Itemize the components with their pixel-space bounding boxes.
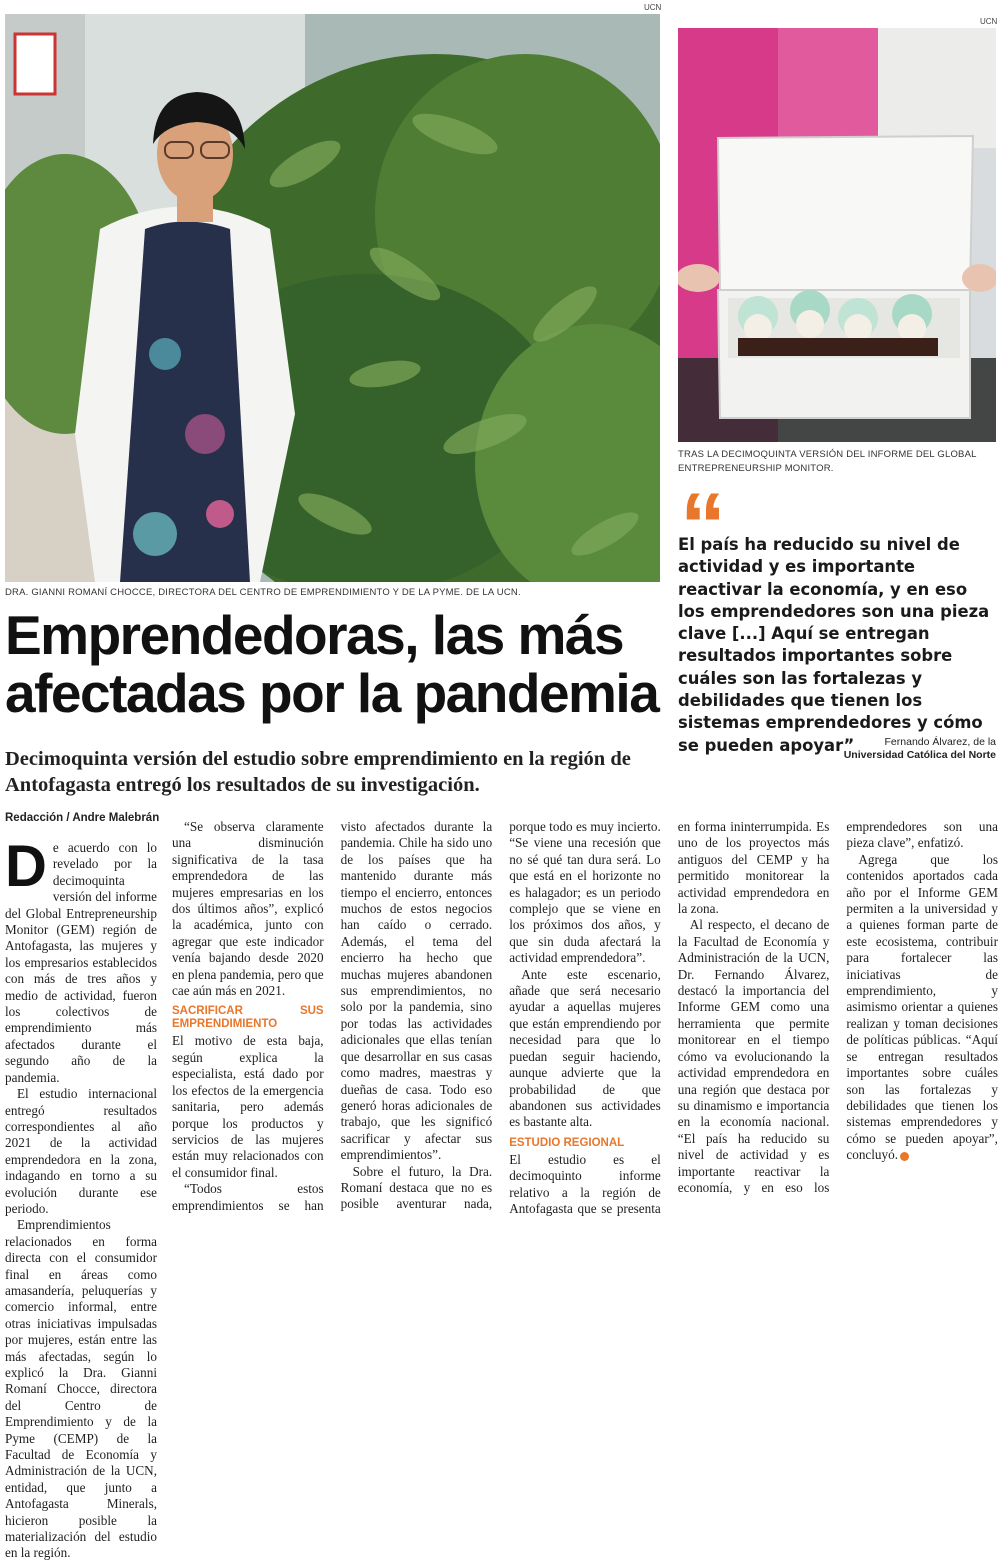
- photo-credit-right: UCN: [980, 17, 998, 26]
- portrait-photo: [5, 14, 660, 582]
- article-columns-2-6: [172, 819, 998, 1219]
- deck-line2: Antofagasta entregó los resultados de su investigación.: [5, 774, 480, 796]
- pull-quote: El país ha reducido su nivel de actividad y es importante reactivar la economía, y en eso los emprendedores son una pieza clave [...] Aquí se entregan resultados importantes sobre cuáles son las fortalezas y debilidades que tienen los sistemas emprendedores y cómo se pueden apoyar”: [678, 535, 990, 755]
- deck: [5, 746, 665, 798]
- headline: [5, 606, 665, 722]
- article-paragraph: Ante este escenario, añade que será necesario ayudar a aquellas mujeres que están emprendiendo por necesidad para que lo puedan seguir haciendo, aunque advierte que la probabilidad de que abandonen sus actividades es bastante alta.: [509, 966, 661, 1130]
- article-paragraph: Al respecto, el decano de la Facultad de Economía y Administración de la UCN, Dr. Fernando Álvarez, destacó la importancia del Informe GEM como una herramienta que permite monitorear en el tiempo cómo va evolucionando la actividad emprendedora en una región que destaca por su dinamismo e importancia en la economía nacional. “El país ha reducido su nivel de actividad y es importante reactivar la economía, y en eso los emprendedores son una pieza clave”, enfatizó.: [677, 819, 998, 1195]
- cupcake-illustration: [678, 28, 996, 442]
- photo-credit-left: UCN: [644, 3, 662, 12]
- cupcake-box-photo: [678, 28, 996, 442]
- quote-author-name: Fernando Álvarez, de la: [884, 736, 996, 748]
- article-paragraph: De acuerdo con lo revelado por la decimoquinta versión del informe del Global Entrepreneurship Monitor (GEM) región de Antofagasta, las mujeres y los empresarios establecidos con más de tres años y medio de actividad, fueron los colectivos de emprendimiento más afectados durante el segundo año de la pandemia.: [5, 834, 157, 1085]
- photo-right-caption-line1: TRAS LA DECIMOQUINTA VERSIÓN DEL INFORME DEL GLOBAL: [678, 449, 977, 460]
- quote-author-affiliation: Universidad Católica del Norte: [843, 749, 996, 761]
- photo-right-caption-line2: ENTREPRENEURSHIP MONITOR.: [678, 463, 834, 474]
- article-paragraph: El estudio es el decimoquinto informe relativo a la región de Antofagasta que se presenta en forma ininterrumpida. Es uno de los proyectos más antiguos del CEMP y ha permitido monitorear la actividad emprendedora en la zona.: [509, 819, 830, 1216]
- article-paragraph: “Se observa claramente una disminución significativa de la tasa emprendedora de las mujeres empresarias en los dos últimos años”, explicó la académica, junto con agregar que este indicador venía bajando desde 2020 en plena pandemia, pero que cae aún más en 2021.: [172, 819, 324, 999]
- quote-author: [790, 736, 996, 762]
- drop-cap: D: [5, 834, 47, 899]
- subheading-estudio-regional: ESTUDIO REGIONAL: [509, 1136, 625, 1149]
- article-column-1: [5, 834, 157, 1562]
- article-paragraph: Agrega que los contenidos aportados cada año por el Informe GEM permiten a la universidad y a quienes forman parte de este ecosistema, contribuir para fortalecer las iniciativas de emprendimiento, y asimismo orientar a quienes realizan y toman decisiones de políticas públicas. “Aquí se entregan resultados importantes sobre cuáles son las fortalezas y debilidades que tienen los sistemas emprendedores y cómo se pueden apoyar”, concluyó.: [846, 851, 998, 1163]
- end-mark-icon: [900, 1152, 909, 1161]
- article-paragraph: Emprendimientos relacionados en forma directa con el consumidor final en áreas como amasandería, peluquerías y comercio informal, entre otras iniciativas impulsadas por mujeres, están entre las más afectadas, según lo explicó la Dra. Gianni Romaní Chocce, directora del Centro de Emprendimiento y de la Pyme (CEMP) de la Facultad de Economía y Administración de la UCN, entidad, que junto a Antofagasta Minerals, hicieron posible la materialización del estudio en la región.: [5, 1217, 157, 1561]
- photo-left-caption: DRA. GIANNI ROMANÍ CHOCCE, DIRECTORA DEL CENTRO DE EMPRENDIMIENTO Y DE LA PYME. DE LA UCN.: [5, 587, 521, 598]
- quote-mark-icon: “: [680, 475, 726, 577]
- headline-line1: Emprendedoras, las más: [5, 604, 624, 666]
- headline-line2: afectadas por la pandemia: [5, 662, 659, 724]
- byline: Redacción / Andre Malebrán: [5, 812, 160, 824]
- article-paragraph: El motivo de esta baja, según explica la especialista, está dado por los efectos de la emergencia sanitaria, pero además porque los productos y servicios de las mujeres están muy relacionados con el consumidor final.: [172, 1033, 324, 1180]
- article-paragraph: El estudio internacional entregó resultados correspondientes al año 2021 de la actividad emprendedora en la zona, indagando en torno a su evolución durante ese periodo.: [5, 1086, 157, 1216]
- portrait-illustration: [5, 14, 660, 582]
- article-paragraph: Sobre el futuro, la Dra. Romaní destaca que no es posible aventurar nada, porque todo es muy incierto. “Se viene una recesión que no sé qué tan dura será. Lo que está en el horizonte no es halagador; es un periodo complejo que se viene en los próximos dos años, y que sin duda afectará la actividad emprendedora”.: [340, 819, 661, 1212]
- photo-right-caption: [678, 448, 996, 476]
- subheading-sacrificar: SACRIFICAR SUS EMPRENDIMIENTO: [172, 1005, 324, 1031]
- deck-line1: Decimoquinta versión del estudio sobre emprendimiento en la región de: [5, 748, 631, 770]
- article-paragraph: “Todos estos emprendimientos se han visto afectados durante la pandemia. Chile ha sido uno de los países que ha mantenido durante más tiempo el encierro, entonces muchos de estos negocios han caído o cerrado. Además, el tema del encierro ha hecho que muchas mujeres abandonen sus emprendimientos, no solo por la pandemia, sino por todas las actividades adicionales que ellas tenían que desarrollar en sus casas como madres, maestras y dueñas de casa. Todo eso generó horas adicionales de trabajo, que les significó sacrificar y afectar sus emprendimientos”.: [172, 819, 493, 1213]
